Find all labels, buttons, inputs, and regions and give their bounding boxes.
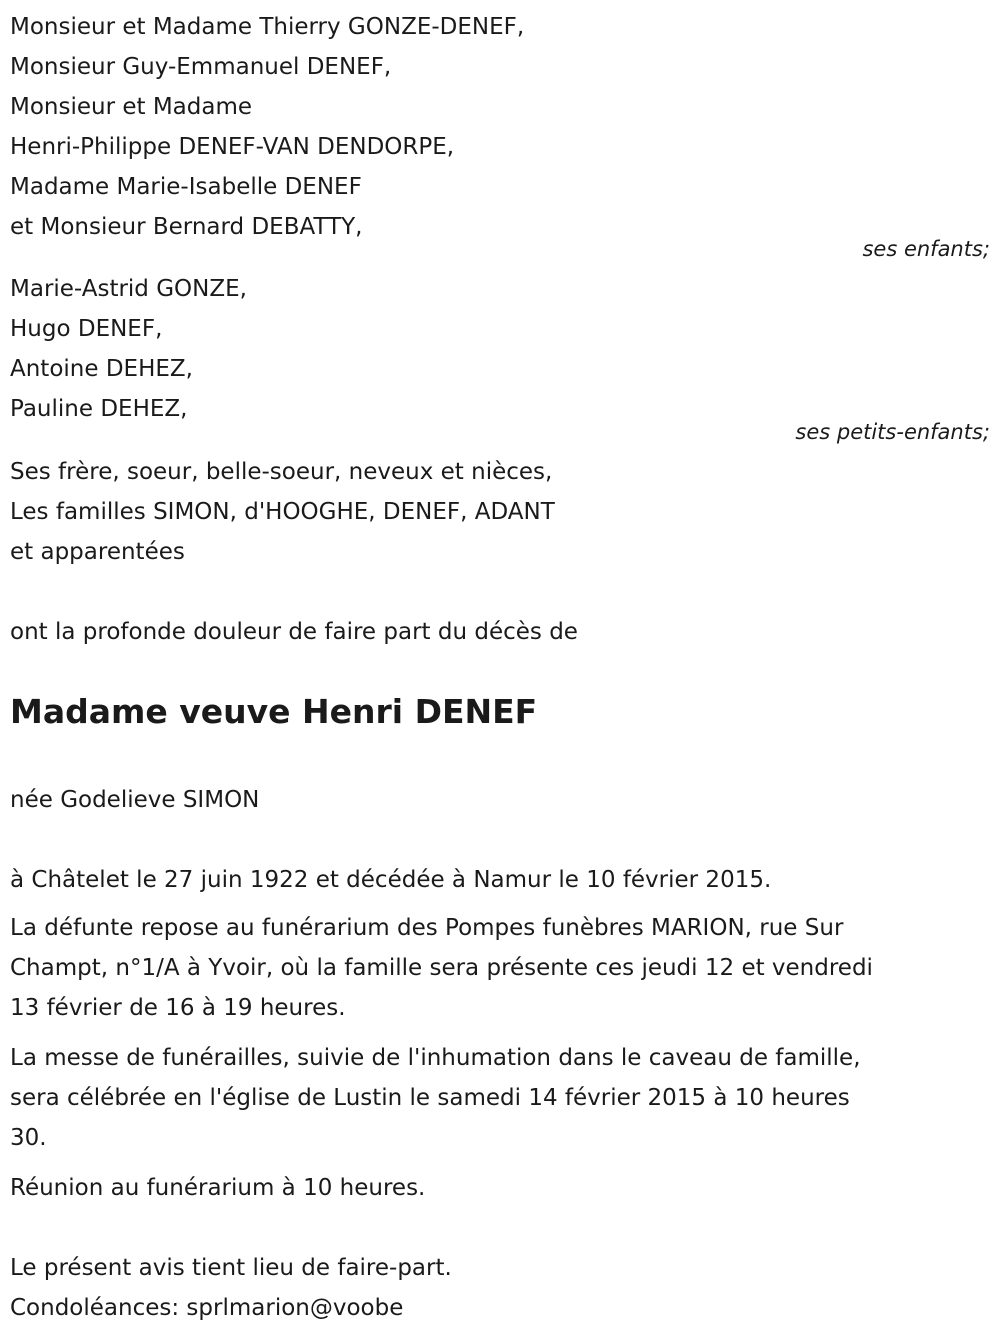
text-line: La défunte repose au funérarium des Pompes funèbres MARION, rue Sur <box>10 915 844 941</box>
family-line: Les familles SIMON, d'HOOGHE, DENEF, ADANT <box>10 499 555 525</box>
meeting: Réunion au funérarium à 10 heures. <box>10 1175 426 1201</box>
family-line: Henri-Philippe DENEF-VAN DENDORPE, <box>10 134 455 160</box>
family-line: et Monsieur Bernard DEBATTY, <box>10 214 363 240</box>
relatives-list <box>10 452 990 572</box>
family-line: Madame Marie-Isabelle DENEF <box>10 174 362 200</box>
family-line: Monsieur Guy-Emmanuel DENEF, <box>10 54 392 80</box>
birth-name: née Godelieve SIMON <box>10 787 260 813</box>
family-line: Monsieur et Madame Thierry GONZE-DENEF, <box>10 14 525 40</box>
announcement: ont la profonde douleur de faire part du décès de <box>10 619 578 645</box>
family-line: Hugo DENEF, <box>10 316 163 342</box>
family-line: et apparentées <box>10 539 185 565</box>
family-line: Marie-Astrid GONZE, <box>10 276 247 302</box>
deceased-name: Madame veuve Henri DENEF <box>10 692 538 731</box>
funeral-paragraph <box>10 1038 990 1158</box>
text-line: 13 février de 16 à 19 heures. <box>10 995 346 1021</box>
dates: à Châtelet le 27 juin 1922 et décédée à Namur le 10 février 2015. <box>10 867 772 893</box>
family-line: Pauline DEHEZ, <box>10 396 188 422</box>
children-role: ses enfants; <box>862 237 990 261</box>
grandchildren-role: ses petits-enfants; <box>795 420 990 444</box>
children-list <box>10 7 990 247</box>
family-line: Ses frère, soeur, belle-soeur, neveux et nièces, <box>10 459 553 485</box>
family-line: Monsieur et Madame <box>10 94 253 120</box>
text-line: La messe de funérailles, suivie de l'inhumation dans le caveau de famille, <box>10 1045 861 1071</box>
condolences: Condoléances: sprlmarion@voobe <box>10 1295 404 1321</box>
family-line: Antoine DEHEZ, <box>10 356 193 382</box>
notice: Le présent avis tient lieu de faire-part. <box>10 1255 452 1281</box>
grandchildren-list <box>10 269 990 429</box>
text-line: 30. <box>10 1125 47 1151</box>
viewing-paragraph <box>10 908 990 1028</box>
text-line: sera célébrée en l'église de Lustin le samedi 14 février 2015 à 10 heures <box>10 1085 850 1111</box>
text-line: Champt, n°1/A à Yvoir, où la famille sera présente ces jeudi 12 et vendredi <box>10 955 873 981</box>
